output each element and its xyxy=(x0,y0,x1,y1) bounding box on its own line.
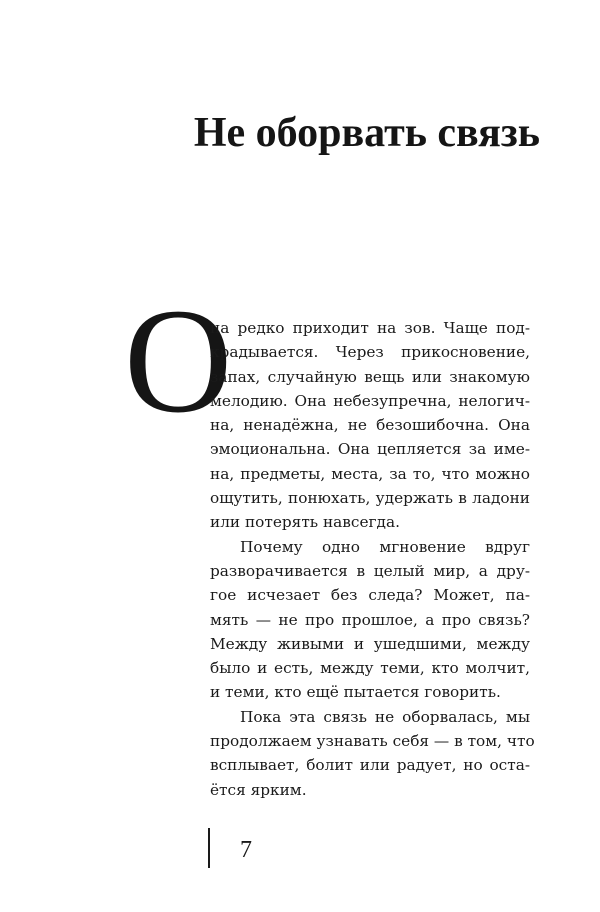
paragraph-3 xyxy=(210,705,535,802)
text-line: гое исчезает без следа? Может, па- xyxy=(210,586,530,605)
text-line: и теми, кто ещё пытается говорить. xyxy=(210,683,501,702)
text-line: продолжаем узнавать себя — в том, что xyxy=(210,732,535,751)
text-line: было и есть, между теми, кто молчит, xyxy=(210,659,530,678)
text-line: всплывает, болит или радует, но оста- xyxy=(210,756,530,775)
text-line: на редко приходит на зов. Чаще под- xyxy=(210,319,530,337)
page-number: 7 xyxy=(240,837,252,863)
text-line: разворачивается в целый мир, а дру- xyxy=(210,561,530,580)
chapter-title: Не оборвать связь xyxy=(193,110,540,156)
text-line: ощутить, понюхать, удержать в ладони xyxy=(210,489,530,508)
text-line: Пока эта связь не оборвалась, мы xyxy=(240,707,530,726)
text-line: ётся ярким. xyxy=(210,780,307,799)
text-line: эмоциональна. Она цепляется за име- xyxy=(210,440,530,459)
paragraph-1 xyxy=(210,316,530,535)
text-line: запах, случайную вещь или знакомую xyxy=(210,367,530,386)
text-line: мять — не про прошлое, а про связь? xyxy=(210,610,530,629)
drop-cap-letter: О xyxy=(124,278,233,444)
chapter-body-text xyxy=(210,316,535,802)
paragraph-2 xyxy=(210,535,530,705)
text-line: Между живыми и ушедшими, между xyxy=(210,634,530,653)
page-number-rule xyxy=(208,828,210,868)
text-line: на, ненадёжна, не безошибочна. Она xyxy=(210,416,530,435)
text-line: мелодию. Она небезупречна, нелогич- xyxy=(210,391,530,410)
text-line: на, предметы, места, за то, что можно xyxy=(210,464,530,483)
text-line: или потерять навсегда. xyxy=(210,513,400,532)
text-line: крадывается. Через прикосновение, xyxy=(210,343,530,362)
text-line: Почему одно мгновение вдруг xyxy=(240,537,530,556)
